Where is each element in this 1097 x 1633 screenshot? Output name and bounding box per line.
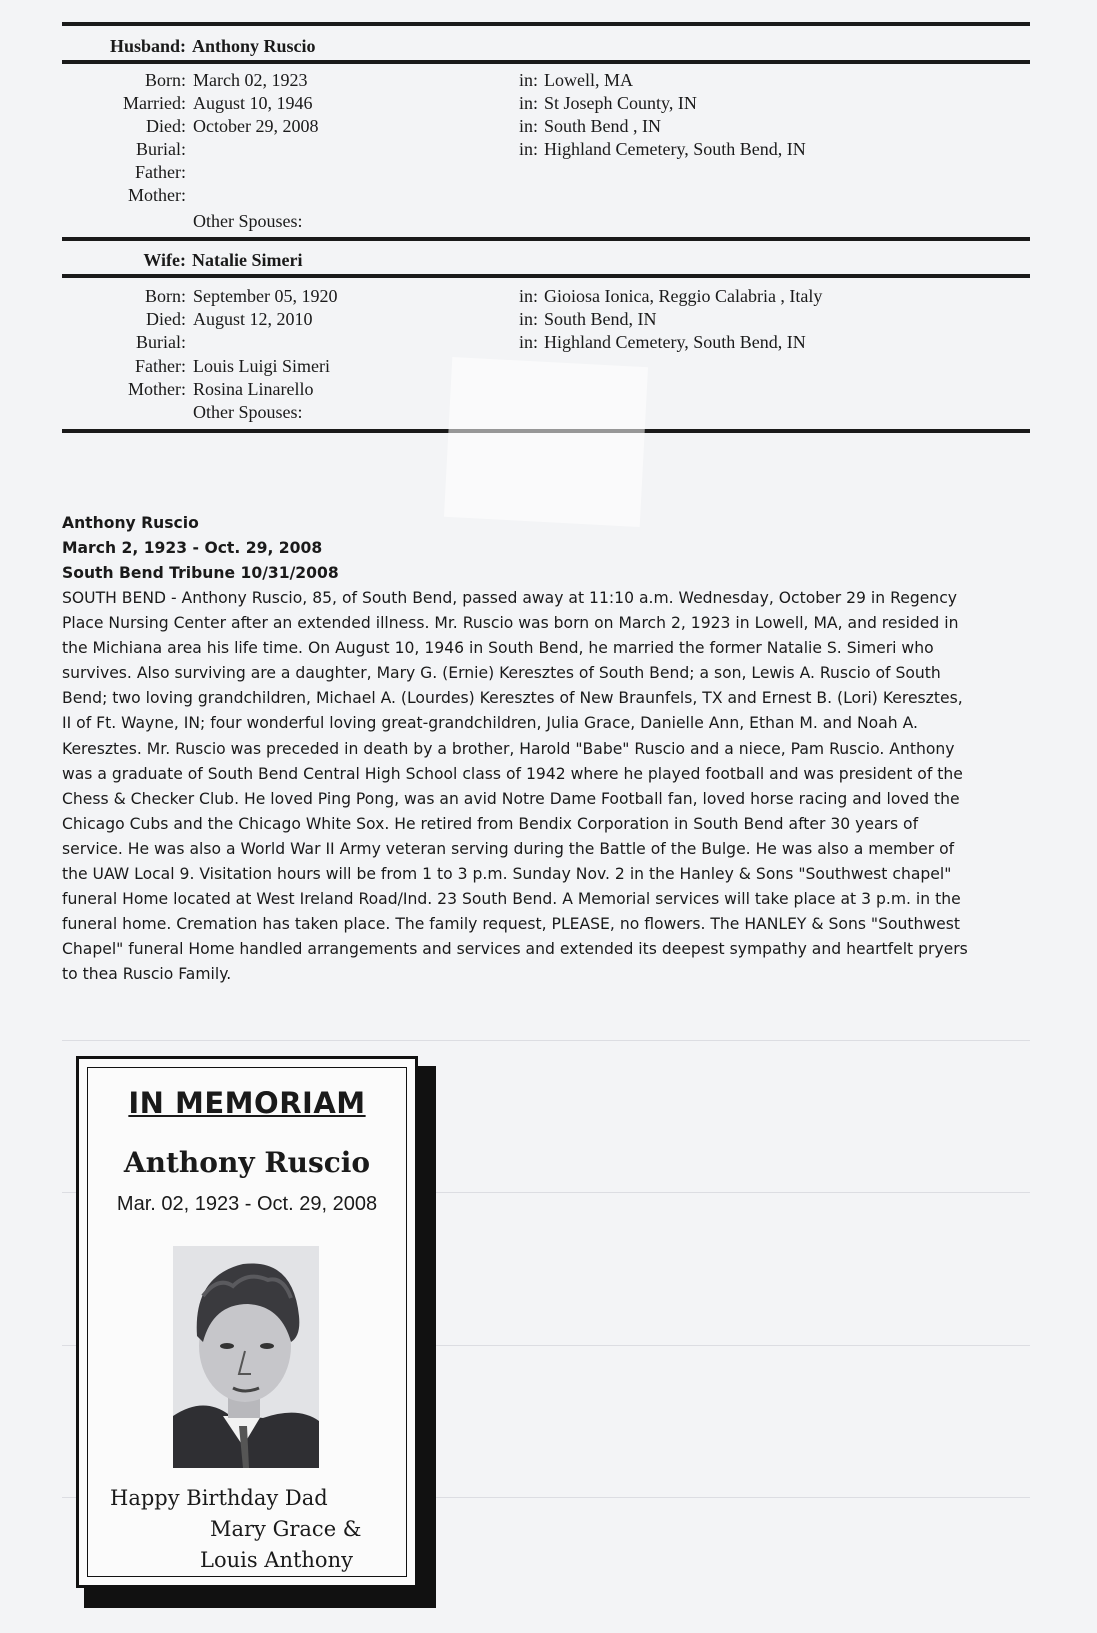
husband-burial-row <box>62 138 1030 161</box>
top-rule <box>62 22 1030 26</box>
wife-header <box>62 250 302 271</box>
field-value: August 12, 2010 <box>193 309 313 329</box>
obituary-line: Bend; two loving grandchildren, Michael A. (Lourdes) Keresztes of New Braunfels, TX and Ernest B. (Lori) Keresztes, <box>62 689 963 708</box>
obituary-line: the UAW Local 9. Visitation hours will be from 1 to 3 p.m. Sunday Nov. 2 in the Hanley & Sons "Southwest chapel" <box>62 865 952 884</box>
place-value: Lowell, MA <box>544 70 633 90</box>
other-spouses-label: Other Spouses: <box>193 211 303 231</box>
obituary-line: Chess & Checker Club. He loved Ping Pong, was an avid Notre Dame Football fan, loved horse racing and loved the <box>62 789 960 808</box>
husband-mother-row <box>62 184 1030 207</box>
obituary-line: II of Ft. Wayne, IN; four wonderful loving great-grandchildren, Julia Grace, Danielle Ann, Ethan M. and Noah A. <box>62 714 918 733</box>
memoriam-message-line3: Louis Anthony <box>200 1548 353 1572</box>
in-label: in: <box>518 139 538 159</box>
tape-piece <box>444 357 648 527</box>
husband-label: Husband: <box>109 36 186 56</box>
field-label: Father: <box>135 162 186 182</box>
obituary-line: was a graduate of South Bend Central High School class of 1942 where he played football and was president of the <box>62 764 963 783</box>
in-label: in: <box>518 93 538 113</box>
husband-other-spouses-row <box>62 210 1030 233</box>
field-label: Mother: <box>128 185 186 205</box>
wife-died-row <box>62 308 1030 331</box>
obituary-line: funeral home. Cremation has taken place. The family request, PLEASE, no flowers. The HANLEY & Sons "Southwest <box>62 915 961 934</box>
wife-born-row <box>62 285 1030 308</box>
field-label: Burial: <box>136 332 186 352</box>
field-value: March 02, 1923 <box>193 70 308 90</box>
portrait-photo <box>173 1246 319 1468</box>
husband-rule <box>62 60 1030 64</box>
place-value: Highland Cemetery, South Bend, IN <box>544 139 806 159</box>
obituary-block <box>62 511 1037 988</box>
field-value: September 05, 1920 <box>193 286 338 306</box>
obituary-line: the Michiana area his life time. On August 10, 1946 in South Bend, he married the former Natalie S. Simeri who <box>62 639 934 658</box>
obituary-name: Anthony Ruscio <box>62 514 199 532</box>
obituary-line: service. He was also a World War II Army veteran serving during the Battle of the Bulge. He was also a member of <box>62 839 955 858</box>
in-label: in: <box>518 70 538 90</box>
portrait-illustration <box>173 1246 319 1468</box>
field-label: Died: <box>146 309 186 329</box>
wife-label: Wife: <box>143 250 186 270</box>
other-spouses-label: Other Spouses: <box>193 402 303 422</box>
obituary-dates: March 2, 1923 - Oct. 29, 2008 <box>62 539 323 557</box>
obituary-line: Chapel" funeral Home handled arrangements and services and extended its deepest sympathy and heartfelt pryers <box>62 940 968 959</box>
obituary-line: Keresztes. Mr. Ruscio was preceded in death by a brother, Harold "Babe" Ruscio and a niece, Pam Ruscio. Anthony <box>62 739 955 758</box>
husband-header <box>62 36 316 57</box>
place-value: South Bend, IN <box>544 309 657 329</box>
memoriam-inner-frame <box>87 1067 407 1577</box>
obituary-line: Place Nursing Center after an extended illness. Mr. Ruscio was born on March 2, 1923 in Lowell, MA, and resided in <box>62 614 959 633</box>
wife-burial-row <box>62 331 1030 354</box>
husband-father-row <box>62 161 1030 184</box>
in-label: in: <box>518 309 538 329</box>
memoriam-name: Anthony Ruscio <box>123 1146 371 1179</box>
field-label: Married: <box>123 93 186 113</box>
field-value: August 10, 1946 <box>193 93 313 113</box>
field-label: Born: <box>144 286 186 306</box>
place-value: South Bend , IN <box>544 116 661 136</box>
obituary-source: South Bend Tribune 10/31/2008 <box>62 564 339 582</box>
husband-died-row <box>62 115 1030 138</box>
field-label: Father: <box>135 356 186 376</box>
obituary-line: survives. Also surviving are a daughter, Mary G. (Ernie) Keresztes of South Bend; a son, Lewis A. Ruscio of South <box>62 664 941 683</box>
field-label: Burial: <box>136 139 186 159</box>
obituary-line: funeral Home located at West Ireland Road/Ind. 23 South Bend. A Memorial services will take place at 3 p.m. in the <box>62 890 961 909</box>
obituary-line: Chicago Cubs and the Chicago White Sox. He retired from Bendix Corporation in South Bend after 30 years of <box>62 814 919 833</box>
field-value: October 29, 2008 <box>193 116 319 136</box>
in-label: in: <box>518 116 538 136</box>
husband-married-row <box>62 92 1030 115</box>
field-label: Born: <box>144 70 186 90</box>
memoriam-title: IN MEMORIAM <box>128 1086 366 1120</box>
obituary-body <box>62 586 1037 988</box>
obituary-line: SOUTH BEND - Anthony Ruscio, 85, of South Bend, passed away at 11:10 a.m. Wednesday, October 29 in Regency <box>62 589 957 607</box>
memoriam-dates: Mar. 02, 1923 - Oct. 29, 2008 <box>116 1193 378 1215</box>
memoriam-message-line2: Mary Grace & <box>210 1517 362 1541</box>
husband-born-row <box>62 69 1030 92</box>
wife-rule <box>62 274 1030 278</box>
husband-name: Anthony Ruscio <box>192 36 316 56</box>
field-value: Louis Luigi Simeri <box>193 356 330 376</box>
field-value: Rosina Linarello <box>193 379 314 399</box>
field-label: Died: <box>146 116 186 136</box>
obituary-line: to thea Ruscio Family. <box>62 965 232 984</box>
wife-top-rule <box>62 237 1030 241</box>
faint-rule <box>62 1040 1030 1041</box>
memoriam-message-line1: Happy Birthday Dad <box>110 1486 328 1510</box>
place-value: Highland Cemetery, South Bend, IN <box>544 332 806 352</box>
place-value: Gioiosa Ionica, Reggio Calabria , Italy <box>544 286 823 306</box>
in-label: in: <box>518 286 538 306</box>
field-label: Mother: <box>128 379 186 399</box>
wife-name: Natalie Simeri <box>192 250 303 270</box>
memoriam-card <box>76 1056 418 1588</box>
in-label: in: <box>518 332 538 352</box>
place-value: St Joseph County, IN <box>544 93 697 113</box>
